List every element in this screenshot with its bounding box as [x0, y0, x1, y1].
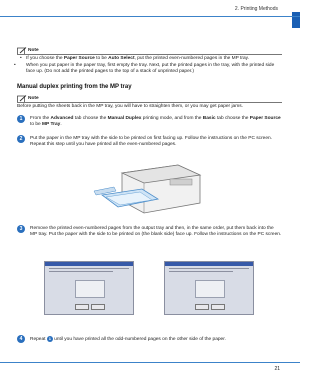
section-heading: Manual duplex printing from the MP tray — [17, 84, 132, 90]
step-text-2: Put the paper in the MP tray with the side to be printed on first facing up. Follow the instructions on the PC screen. Repeat this step until you have printed all the even-numbered pages. — [30, 136, 273, 148]
chapter-tab — [292, 12, 300, 28]
note-label: Note — [28, 48, 39, 53]
step-number-2: 2 — [17, 135, 25, 143]
header-title: 2. Printing Methods — [234, 6, 278, 12]
dialog-screenshot-2 — [164, 261, 254, 315]
step-number-4: 4 — [17, 335, 25, 343]
printer-illustration — [92, 155, 208, 217]
footer-rule — [0, 362, 300, 363]
page-number: 21 — [274, 366, 280, 372]
note-rule — [17, 102, 282, 103]
step-reference: 1 — [48, 336, 51, 341]
dialog-screenshot-1 — [44, 261, 134, 315]
header-rule — [0, 16, 300, 17]
note-bullet-1: • If you choose the Paper Source to be Auto Select, put the printed even-numbered pages in the MP tray. — [20, 56, 250, 61]
step-text-4: Repeat 1 until you have printed all the odd-numbered pages on the other side of the paper. — [30, 336, 226, 342]
step-number-3: 3 — [17, 225, 25, 233]
note-rule — [17, 54, 282, 55]
step-text-3: Remove the printed even-numbered pages from the output tray and then, in the same order, put them back into the MP tray. Put the paper with the side to be printed on (the blank side) face up. Follow the instructions on the PC screen. — [30, 226, 282, 238]
note-text: Before putting the sheets back in the MP tray, you will have to straighten them, or you may get paper jams. — [17, 104, 243, 109]
step-number-1: 1 — [17, 115, 25, 123]
note-label: Note — [28, 96, 39, 101]
step-text-1: From the Advanced tab choose the Manual Duplex printing mode, and from the Basic tab choose the Paper Source to be MP Tray. — [30, 116, 281, 128]
note-bullet-2: • When you put paper in the paper tray, first empty the tray. Next, put the printed pages in the tray, with the printed side face up. (Do not add the printed pages to the top of a stack of unprinted paper.) — [14, 63, 275, 75]
